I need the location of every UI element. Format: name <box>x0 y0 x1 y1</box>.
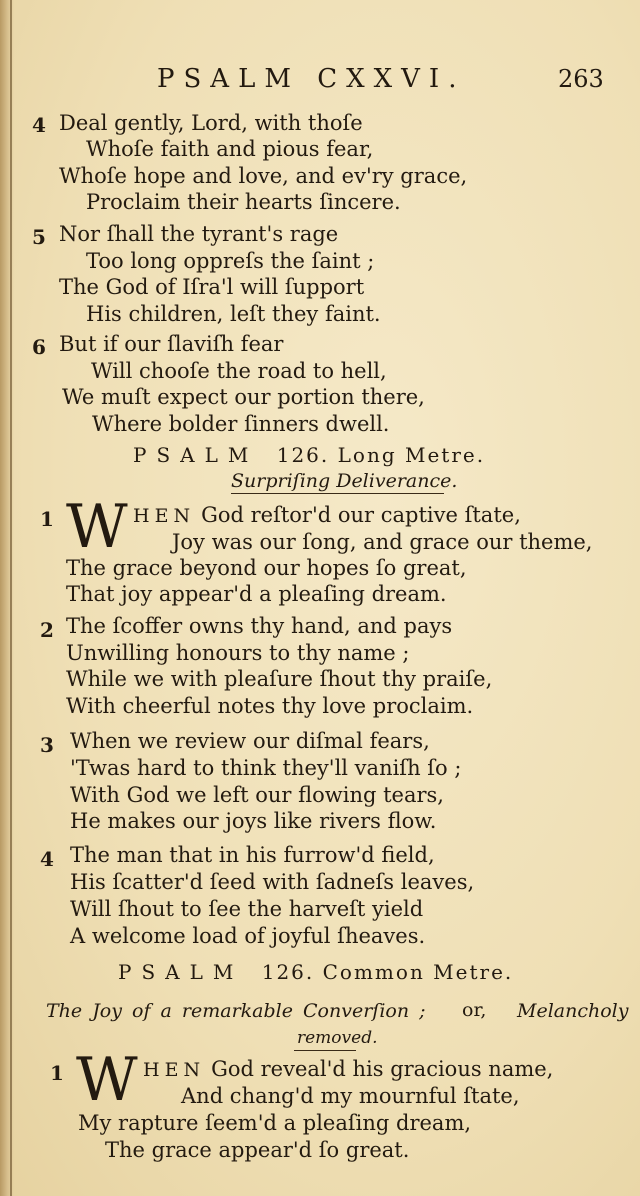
verse-line: A welcome load of joyful ſheaves. <box>70 924 426 948</box>
verse-line: My rapture ſeem'd a pleaſing dream, <box>78 1111 472 1135</box>
subtitle-rule <box>294 1050 356 1051</box>
verse-line: But if our ſlaviſh fear <box>59 332 284 356</box>
subtitle-or: or, <box>462 999 487 1021</box>
stanza-number: 4 <box>40 847 54 871</box>
verse-line: That joy appear'd a pleaſing dream. <box>66 582 447 606</box>
verse-line: The grace beyond our hopes ſo great, <box>66 556 467 580</box>
verse-line: His children, leſt they faint. <box>86 302 381 326</box>
running-title: PSALM CXXVI. <box>157 64 466 94</box>
stanza-number: 2 <box>40 618 54 642</box>
verse-line: Will ſhout to ſee the harveſt yield <box>70 897 424 921</box>
verse-line: Whoſe faith and pious fear, <box>86 137 374 161</box>
stanza-number: 6 <box>32 335 46 359</box>
page-number: 263 <box>558 65 604 93</box>
heading-metre: 126. Long Metre. <box>276 443 486 467</box>
drop-cap: W <box>66 492 128 562</box>
verse-line: The man that in his furrow'd field, <box>70 843 435 867</box>
verse-line: When we review our diſmal fears, <box>70 729 430 753</box>
verse-line: With cheerful notes thy love proclaim. <box>66 694 474 718</box>
stanza-number: 5 <box>32 225 46 249</box>
psalm-heading-long-metre <box>133 443 485 467</box>
drop-cap: W <box>76 1045 138 1115</box>
verse-line: The God of Iſra'l will ſupport <box>59 275 365 299</box>
psalm-subtitle: Melancholy <box>517 1000 629 1022</box>
psalm-subtitle: The Joy of a remarkable Converſion ; <box>46 1000 426 1022</box>
heading-word: PSALM <box>133 443 259 467</box>
verse-line: HEN God reſtor'd our captive ſtate, <box>133 503 521 527</box>
verse-line: While we with pleaſure ſhout thy praiſe, <box>66 667 493 691</box>
verse-line: His ſcatter'd ſeed with ſadneſs leaves, <box>70 870 475 894</box>
verse-line: The grace appear'd ſo great. <box>105 1138 410 1162</box>
stanza-number: 3 <box>40 733 54 757</box>
stanza-number: 1 <box>40 507 54 531</box>
verse-line: Unwilling honours to thy name ; <box>66 641 410 665</box>
verse-line: Will chooſe the road to hell, <box>91 359 387 383</box>
heading-metre: 126. Common Metre. <box>261 960 514 984</box>
verse-line: Proclaim their hearts ſincere. <box>86 190 401 214</box>
verse-line: Where bolder ſinners dwell. <box>92 412 390 436</box>
stanza-number: 1 <box>50 1061 64 1085</box>
verse-line: Joy was our ſong, and grace our theme, <box>172 530 593 554</box>
psalm-heading-common-metre <box>118 960 513 984</box>
verse-line: He makes our joys like rivers flow. <box>70 809 437 833</box>
verse-line: With God we left our flowing tears, <box>70 783 444 807</box>
verse-line: And chang'd my mournful ſtate, <box>181 1084 520 1108</box>
verse-line: HEN God reveal'd his gracious name, <box>143 1057 554 1081</box>
psalm-subtitle: Surpriſing Deliverance. <box>231 470 458 492</box>
verse-line: Too long oppreſs the ſaint ; <box>86 249 375 273</box>
verse-line: Deal gently, Lord, with thoſe <box>59 111 363 135</box>
verse-line: Whoſe hope and love, and ev'ry grace, <box>59 164 468 188</box>
subtitle-rule <box>231 493 444 494</box>
heading-word: PSALM <box>118 960 244 984</box>
verse-line: 'Twas hard to think they'll vaniſh ſo ; <box>70 756 462 780</box>
verse-line: Nor ſhall the tyrant's rage <box>59 222 339 246</box>
verse-line: We muſt expect our portion there, <box>62 385 425 409</box>
verse-line: The ſcoffer owns thy hand, and pays <box>66 614 453 638</box>
stanza-number: 4 <box>32 113 46 137</box>
psalm-subtitle: removed. <box>297 1028 378 1048</box>
